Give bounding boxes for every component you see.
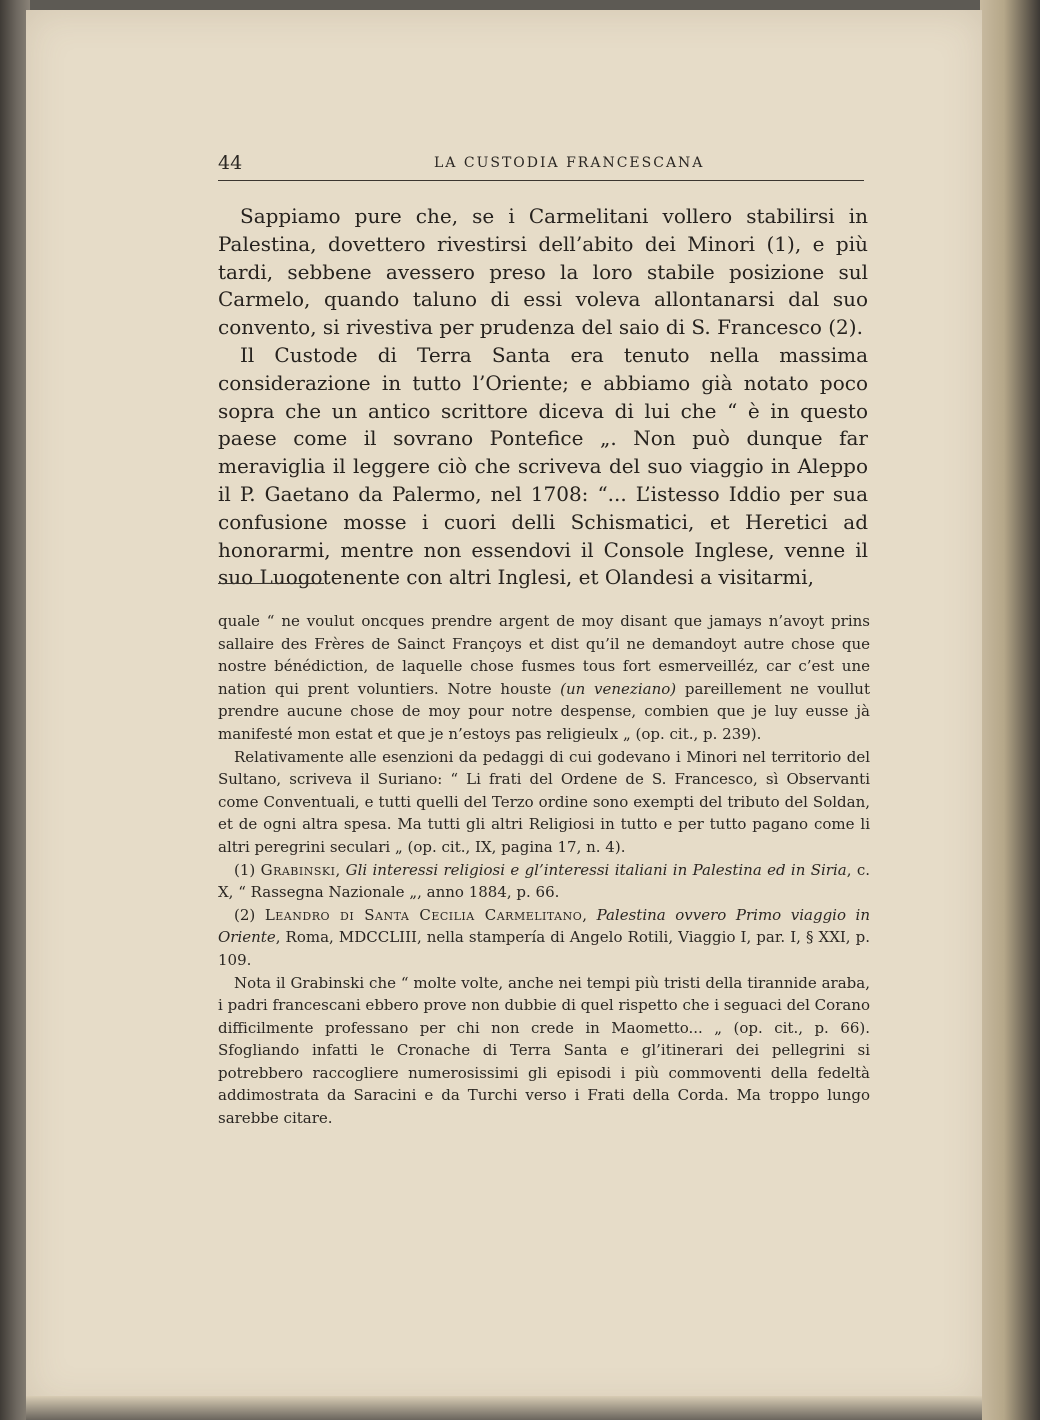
footnote-title: Gli interessi religiosi e gl’interessi italiani in Palestina ed in Siria: [345, 860, 847, 879]
footnote-1: (1) Grabinski, Gli interessi religiosi e gl’interessi italiani in Palestina ed in Siria, c. X, “ Rassegna Nazionale „, anno 1884, p. 66.: [218, 860, 870, 902]
footnote-author: Grabinski: [260, 860, 336, 879]
main-text: [218, 203, 868, 592]
footnote-author: Leandro di Santa Cecilia Carmelitano: [264, 905, 583, 924]
paragraph: Sappiamo pure che, se i Carmelitani vollero stabilirsi in Palestina, dovettero rivestirsi dell’abito dei Minori (1), e più tardi, sebbene avessero preso la loro stabile posizione sul Carmelo, quando taluno di essi voleva allontanarsi dal suo convento, si rivestiva per prudenza del saio di S. Francesco (2).: [218, 204, 868, 340]
footnote-paragraph: Nota il Grabinski che “ molte volte, anche nei tempi più tristi della tirannide araba, i padri francescani ebbero prove non dubbie di quel rispetto che i seguaci del Corano difficilmente professano per chi non crede in Maometto... „ (op. cit., p. 66). Sfogliando infatti le Cronache di Terra Santa e gl’itinerari dei pellegrini si potrebbero raccogliere numerosissimi gli episodi i più commoventi della fedeltà addimostrata da Saracini e da Turchi verso i Frati della Corda. Ma troppo lungo sarebbe citare.: [218, 973, 870, 1128]
header-rule: [218, 180, 864, 181]
scan-background-edge: [980, 0, 1040, 1420]
footnote-2: (2) Leandro di Santa Cecilia Carmelitano, Palestina ovvero Primo viaggio in Oriente, Roma, MDCCLIII, nella stampería di Angelo Rotili, Viaggio I, par. I, § XXI, p. 109.: [218, 905, 871, 969]
running-head: LA CUSTODIA FRANCESCANA: [434, 155, 705, 171]
paragraph: Il Custode di Terra Santa era tenuto nella massima considerazione in tutto l’Oriente; e abbiamo già notato poco sopra che un antico scrittore diceva di lui che “ è in questo paese come il sovrano Pontefice „. Non può dunque far meraviglia il leggere ciò che scriveva del suo viaggio in Aleppo il P. Gaetano da Palermo, nel 1708: “... L’istesso Iddio per sua confusione mosse i cuori delli Schismatici, et Heretici ad honorarmi, mentre non essendovi il Console Inglese, venne il suo Luogotenente con altri Inglesi, et Olandesi a visitarmi,: [218, 342, 868, 590]
footnote-paragraph: Relativamente alle esenzioni da pedaggi di cui godevano i Minori nel territorio del Sultano, scriveva il Suriano: “ Li frati del Ordene de S. Francesco, sì Observanti come Conventuali, e tutti quelli del Terzo ordine sono exempti del tributo del Soldan, et de ogni altra spesa. Ma tutti gli altri Religiosi in tutto e per tutto pagano come li altri peregrini seculari „ (op. cit., IX, pagina 17, n. 4).: [218, 747, 870, 856]
page-bottom-edge: [26, 1396, 982, 1420]
footnotes: [218, 610, 870, 1130]
footnote-title: Palestina ovvero Primo viaggio in Oriente: [218, 905, 871, 947]
page-number: 44: [218, 152, 243, 174]
footnote-continuation: quale “ ne voulut oncques prendre argent de moy disant que jamays n’avoyt prins sallaire des Frères de Sainct Françoys et dist qu’il ne demandoyt autre chose que nostre bénédiction, de laquelle chose fusmes tous fort esmerveilléz, car c’est une nation qui prent voluntiers. Notre houste (un veneziano) pareillement ne voullut prendre aucune chose de moy pour notre despense, combien que je luy eusse jà manifesté mon estat et que je n’estoys pas religieulx „ (op. cit., p. 239).: [218, 612, 870, 743]
page-header: [218, 152, 864, 180]
footnote-rule: [218, 583, 324, 584]
